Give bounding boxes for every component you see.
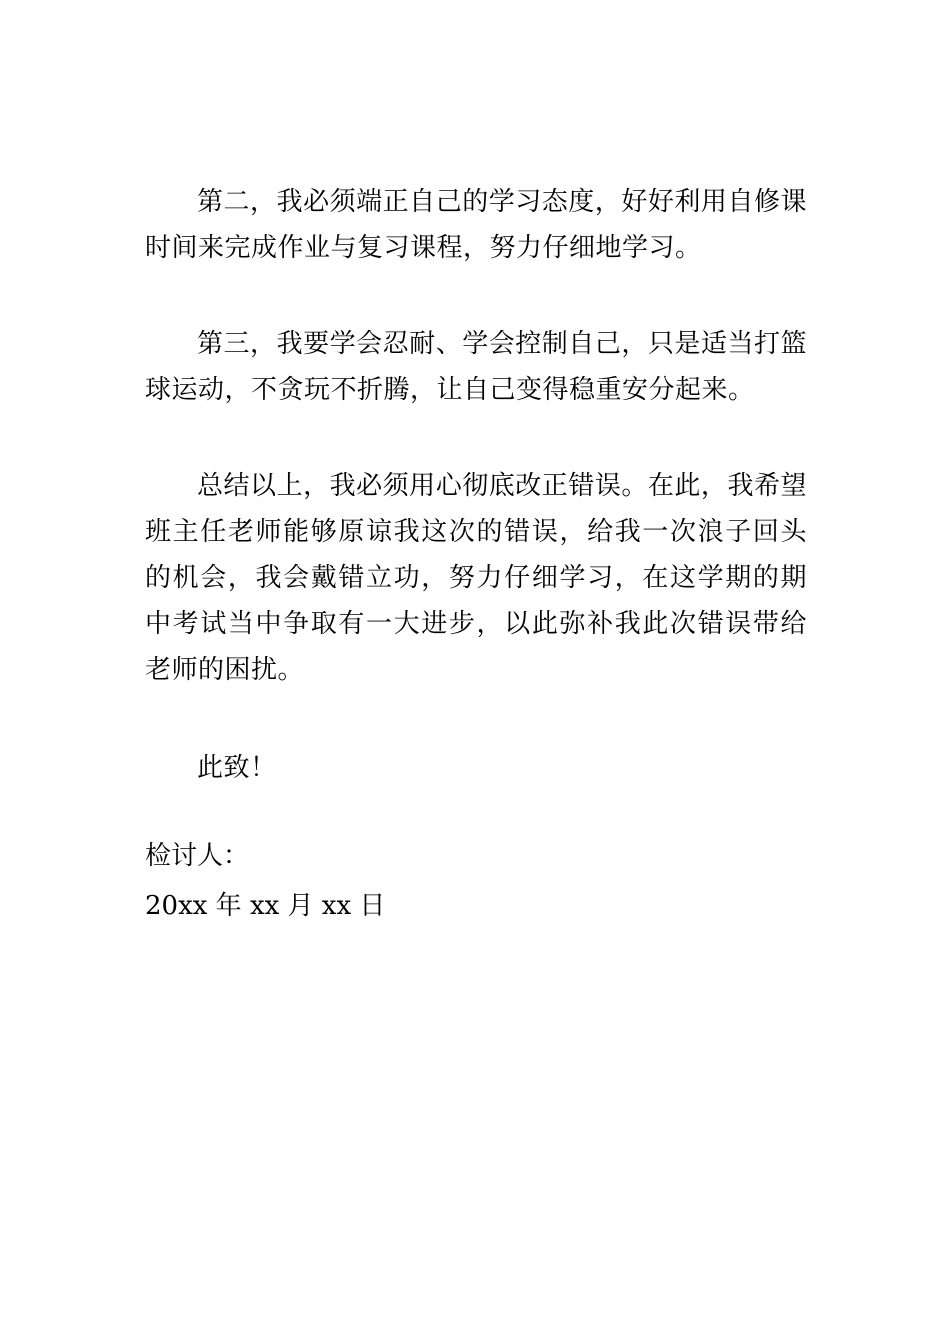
paragraph-summary: 总结以上，我必须用心彻底改正错误。在此，我希望班主任老师能够原谅我这次的错误，给我一次浪子回头的机会，我会戴错立功，努力仔细学习，在这学期的期中考试当中争取有一大进步，以此弥补我此次错误带给老师的困扰。 bbox=[145, 471, 807, 685]
closing-salutation: 此致！ bbox=[197, 753, 277, 783]
signature-date: 20xx 年 xx 月 xx 日 bbox=[145, 891, 386, 921]
paragraph-second: 第二，我必须端正自己的学习态度，好好利用自修课时间来完成作业与复习课程，努力仔细地学习。 bbox=[145, 187, 807, 263]
document-page bbox=[145, 179, 807, 931]
signature-author-label: 检讨人： bbox=[145, 841, 250, 871]
paragraph-third: 第三，我要学会忍耐、学会控制自己，只是适当打篮球运动，不贪玩不折腾，让自己变得稳重安分起来。 bbox=[145, 329, 807, 405]
